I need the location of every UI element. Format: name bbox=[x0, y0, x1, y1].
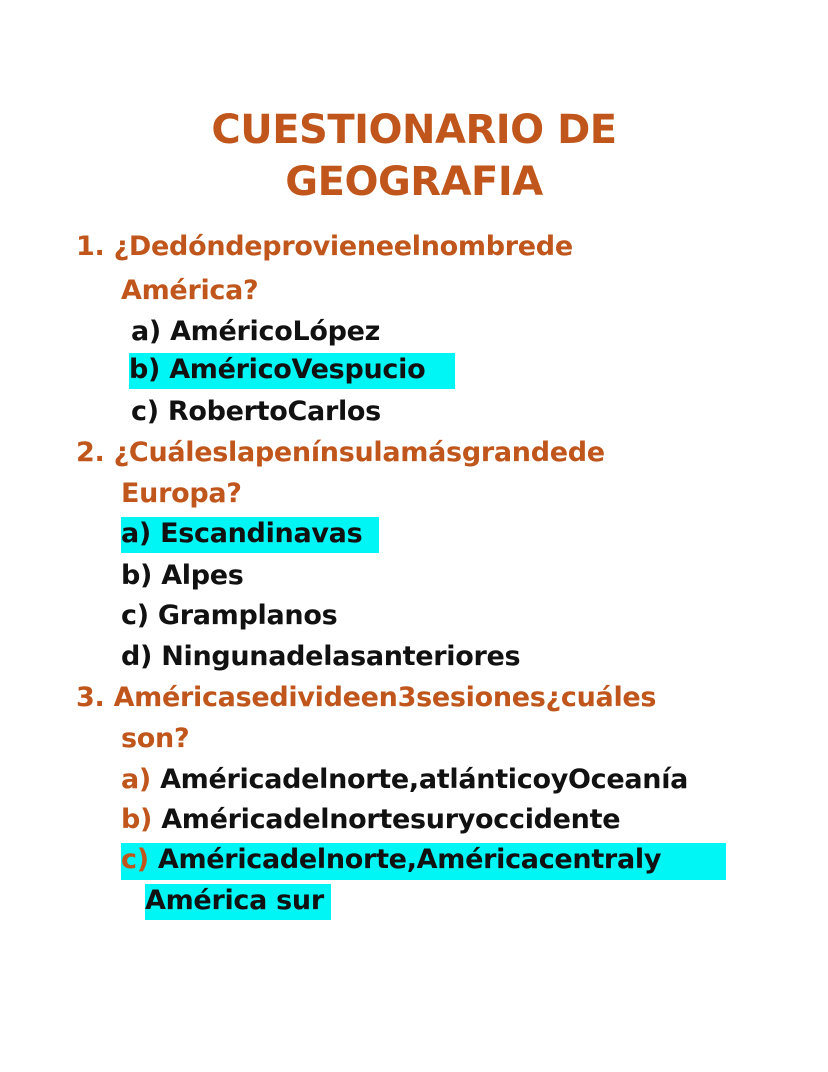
question-number: 2. bbox=[76, 437, 105, 468]
option-letter: c) bbox=[121, 844, 149, 875]
question-2-continued: Europa? bbox=[121, 478, 242, 509]
question-3-continued: son? bbox=[121, 723, 190, 754]
option-text: Gramplanos bbox=[157, 600, 338, 631]
option-text: Alpes bbox=[161, 560, 244, 591]
question-2 bbox=[76, 436, 605, 470]
option-letter: c) bbox=[131, 396, 159, 427]
option-letter: c) bbox=[121, 600, 149, 631]
question-2-option-c bbox=[121, 599, 337, 633]
question-text: ¿Cuáleslapenínsulamásgrandede bbox=[113, 437, 605, 468]
question-3-option-c-continued-highlighted: América sur bbox=[145, 884, 331, 920]
option-letter: a) bbox=[131, 316, 161, 347]
question-2-option-a-highlighted bbox=[121, 517, 379, 553]
option-text: Américadelnorte,atlánticoyOceanía bbox=[160, 764, 689, 795]
question-text: Américasedivideen3sesiones¿cuáles bbox=[113, 682, 657, 713]
question-2-option-b bbox=[121, 559, 244, 593]
title-line-2: GEOGRAFIA bbox=[285, 159, 543, 205]
option-text: AméricoVespucio bbox=[169, 354, 426, 385]
question-2-option-d bbox=[121, 640, 520, 674]
option-letter: b) bbox=[121, 560, 153, 591]
question-3-option-a bbox=[121, 763, 688, 797]
option-letter: d) bbox=[121, 641, 153, 672]
option-letter: a) bbox=[121, 518, 151, 549]
question-number: 1. bbox=[76, 231, 105, 262]
option-letter: b) bbox=[121, 804, 153, 835]
option-text: Américadelnorte,Américacentraly bbox=[157, 844, 662, 875]
option-letter: b) bbox=[129, 354, 161, 385]
option-text: Ningunadelasanteriores bbox=[161, 641, 521, 672]
question-text: ¿Dedóndeprovieneelnombrede bbox=[113, 231, 573, 262]
question-3-option-c-highlighted bbox=[121, 843, 726, 880]
option-text: AméricoLópez bbox=[170, 316, 381, 347]
option-letter: a) bbox=[121, 764, 151, 795]
option-text: Américadelnortesuryoccidente bbox=[161, 804, 621, 835]
option-text: Escandinavas bbox=[160, 518, 363, 549]
question-1-option-b-highlighted bbox=[129, 353, 455, 389]
question-1-continued: América? bbox=[121, 275, 259, 306]
question-1 bbox=[76, 230, 573, 264]
title-line-1: CUESTIONARIO DE bbox=[211, 107, 617, 153]
question-3-option-b bbox=[121, 803, 620, 837]
question-3 bbox=[76, 681, 656, 715]
question-number: 3. bbox=[76, 682, 105, 713]
question-1-option-a bbox=[131, 315, 380, 349]
question-1-option-c bbox=[131, 395, 381, 429]
option-text: RobertoCarlos bbox=[167, 396, 381, 427]
